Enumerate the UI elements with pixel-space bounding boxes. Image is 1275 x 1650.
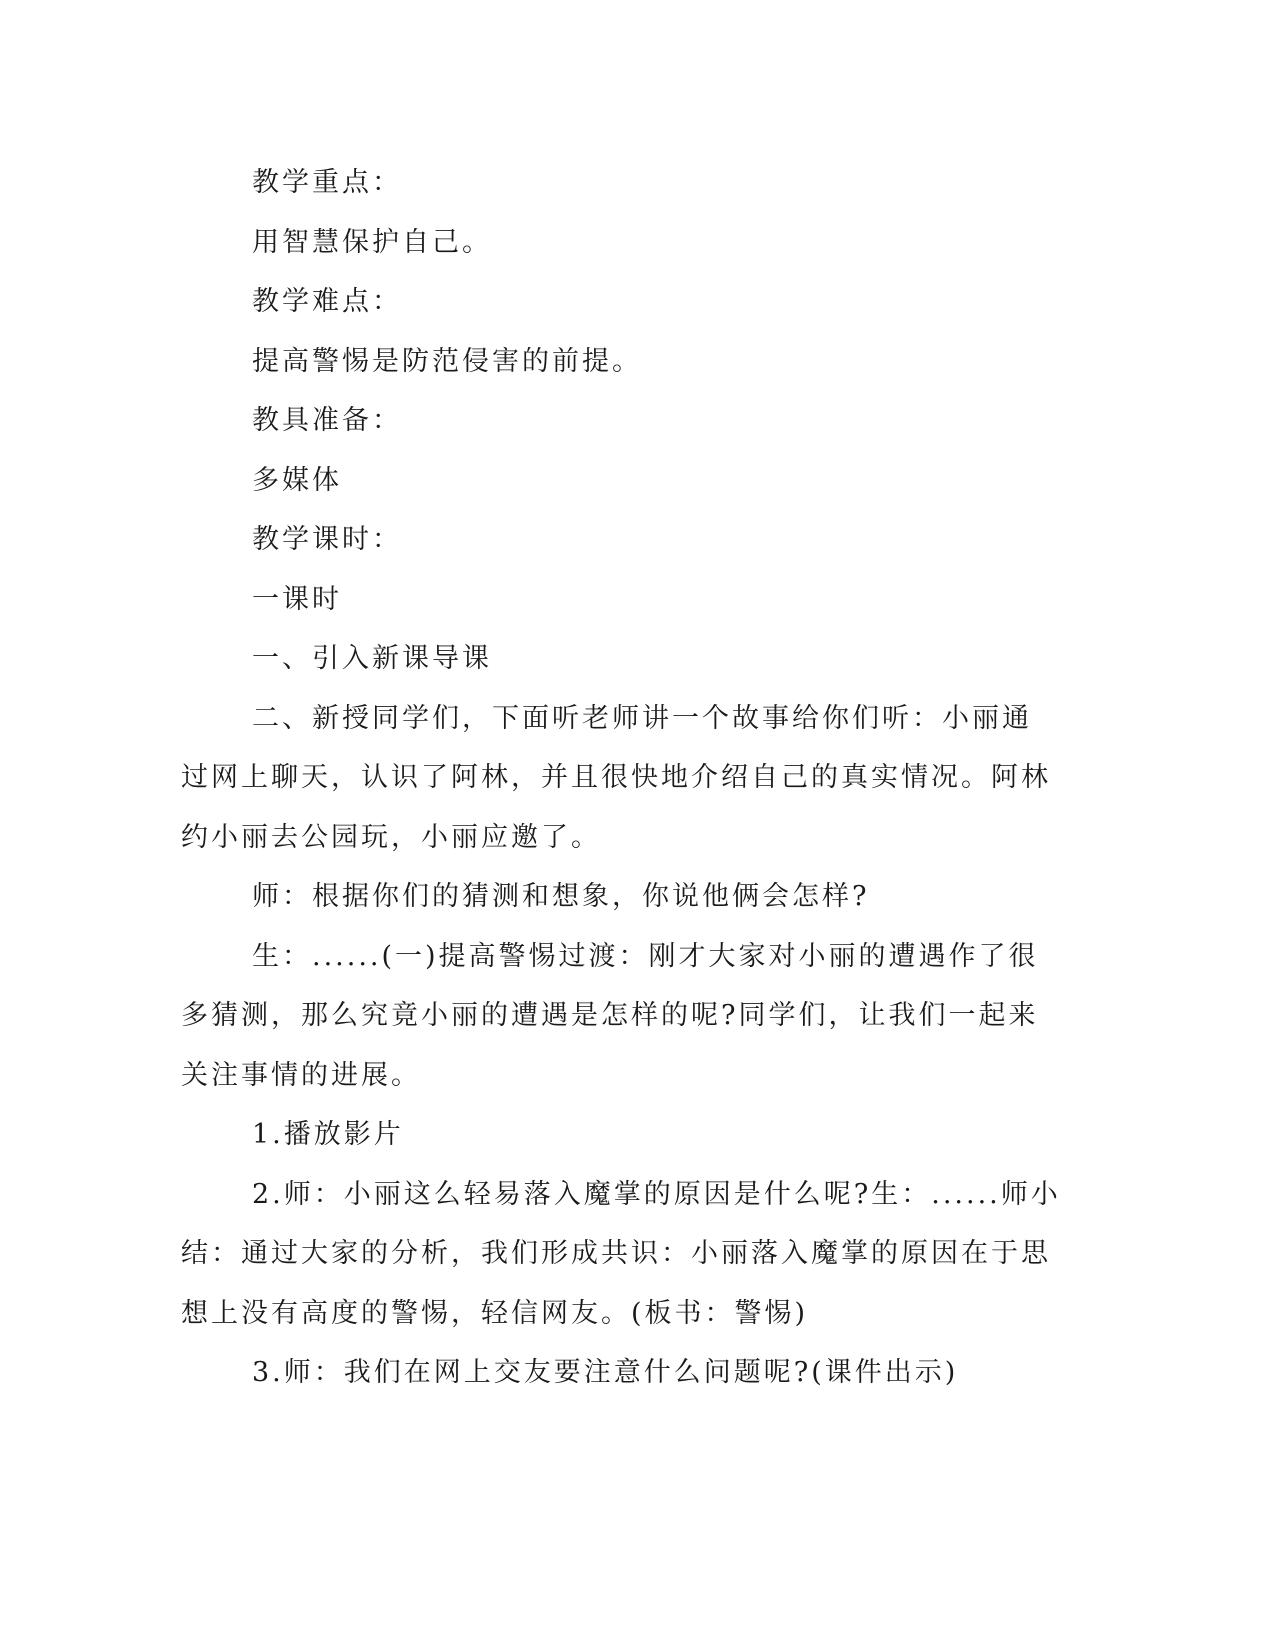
list-item-reason-discussion: 2.师：小丽这么轻易落入魔掌的原因是什么呢?生：......师小结：通过大家的分析，我们形成共识：小丽落入魔掌的原因在于思想上没有高度的警惕，轻信网友。(板书：警惕) <box>181 1178 1061 1329</box>
paragraph-student-transition: 生：......(一)提高警惕过渡：刚才大家对小丽的遭遇作了很多猜测，那么究竟小丽的遭遇是怎样的呢?同学们，让我们一起来关注事情的进展。 <box>181 940 1039 1091</box>
section-new-lesson: 二、新授同学们，下面听老师讲一个故事给你们听：小丽通过网上聊天，认识了阿林，并且很快地介绍自己的真实情况。阿林约小丽去公园玩，小丽应邀了。 <box>181 702 1051 853</box>
heading-teaching-difficulty: 教学难点： <box>252 286 402 317</box>
list-item-online-friends: 3.师：我们在网上交友要注意什么问题呢?(课件出示) <box>252 1357 959 1388</box>
list-item-play-film: 1.播放影片 <box>252 1119 404 1150</box>
document-body <box>181 153 1061 1403</box>
section-introduction: 一、引入新课导课 <box>252 643 492 674</box>
heading-teaching-focus: 教学重点： <box>252 167 402 198</box>
heading-class-hours: 教学课时： <box>252 524 402 555</box>
paragraph-teaching-focus: 用智慧保护自己。 <box>252 226 492 258</box>
paragraph-teaching-difficulty: 提高警惕是防范侵害的前提。 <box>252 345 642 377</box>
heading-teaching-aids: 教具准备： <box>252 405 402 436</box>
paragraph-class-hours: 一课时 <box>252 583 342 615</box>
paragraph-teaching-aids: 多媒体 <box>252 464 342 496</box>
paragraph-teacher-question: 师：根据你们的猜测和想象，你说他俩会怎样? <box>252 881 870 912</box>
